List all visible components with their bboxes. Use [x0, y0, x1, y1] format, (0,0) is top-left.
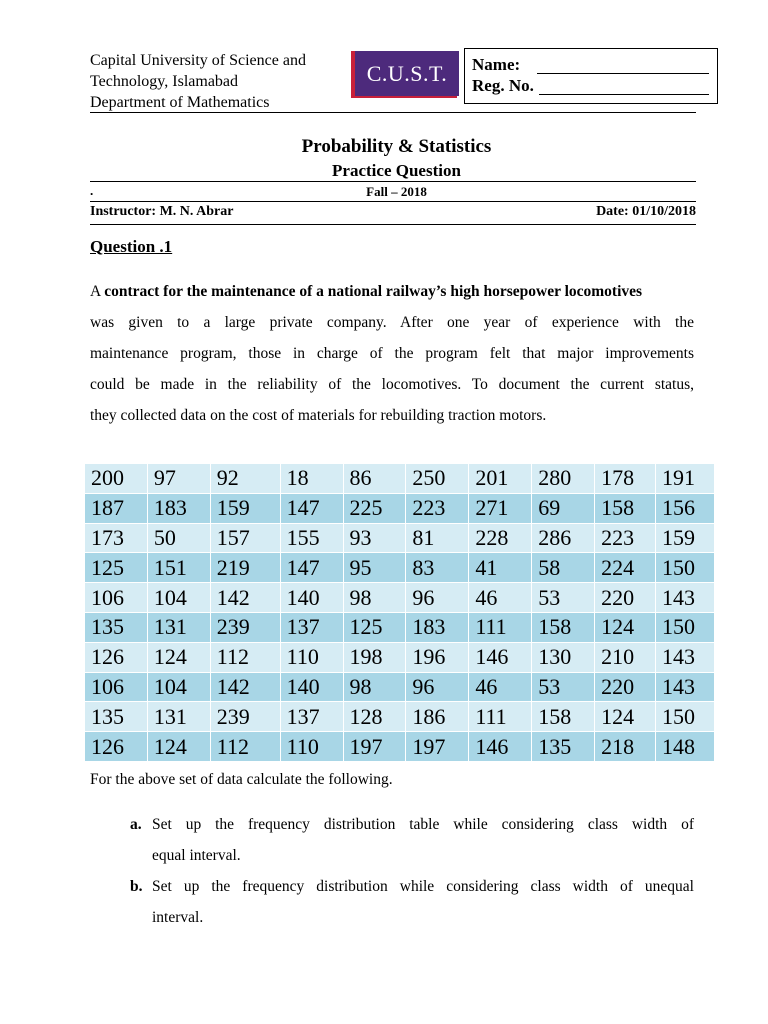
- table-row: [85, 553, 715, 583]
- table-cell: 178: [595, 464, 656, 494]
- title-rule: [90, 181, 696, 182]
- term-rule: [90, 201, 696, 202]
- question-paragraph: [90, 276, 694, 431]
- table-cell: 158: [595, 493, 656, 523]
- table-row: [85, 702, 715, 732]
- table-cell: 157: [210, 523, 280, 553]
- table-cell: 110: [280, 732, 343, 762]
- item-b-label: b.: [130, 878, 143, 895]
- table-cell: 126: [85, 732, 148, 762]
- table-cell: 125: [85, 553, 148, 583]
- table-cell: 124: [595, 612, 656, 642]
- table-cell: 183: [406, 612, 469, 642]
- paragraph-line-4: could be made in the reliability of the locomotives. To document the current status,: [90, 376, 694, 393]
- table-cell: 239: [210, 702, 280, 732]
- university-line-2: Technology, Islamabad: [90, 73, 239, 90]
- item-a: [130, 809, 694, 871]
- table-cell: 128: [343, 702, 406, 732]
- table-cell: 148: [656, 732, 715, 762]
- item-a-line-1: Set up the frequency distribution table while considering class width of: [152, 816, 694, 833]
- paragraph-line-5: they collected data on the cost of materials for rebuilding traction motors.: [90, 407, 547, 424]
- reg-line: [539, 94, 709, 95]
- table-cell: 137: [280, 612, 343, 642]
- table-cell: 81: [406, 523, 469, 553]
- table-cell: 126: [85, 642, 148, 672]
- table-cell: 111: [469, 702, 532, 732]
- table-cell: 150: [656, 553, 715, 583]
- table-cell: 147: [280, 553, 343, 583]
- table-cell: 98: [343, 583, 406, 613]
- table-cell: 124: [147, 732, 210, 762]
- table-cell: 142: [210, 672, 280, 702]
- reg-label: Reg. No.: [472, 76, 534, 95]
- item-b: [130, 871, 694, 933]
- table-cell: 271: [469, 493, 532, 523]
- table-cell: 104: [147, 583, 210, 613]
- table-cell: 97: [147, 464, 210, 494]
- item-b-line-1: Set up the frequency distribution while considering class width of unequal: [152, 878, 694, 895]
- table-cell: 18: [280, 464, 343, 494]
- table-cell: 125: [343, 612, 406, 642]
- table-cell: 92: [210, 464, 280, 494]
- table-cell: 111: [469, 612, 532, 642]
- table-cell: 83: [406, 553, 469, 583]
- table-cell: 197: [406, 732, 469, 762]
- table-row: [85, 464, 715, 494]
- table-cell: 46: [469, 583, 532, 613]
- table-cell: 158: [532, 702, 595, 732]
- table-cell: 228: [469, 523, 532, 553]
- question-heading: Question .1: [90, 237, 173, 256]
- table-cell: 150: [656, 702, 715, 732]
- table-cell: 53: [532, 672, 595, 702]
- table-cell: 112: [210, 732, 280, 762]
- table-cell: 173: [85, 523, 148, 553]
- table-cell: 219: [210, 553, 280, 583]
- name-reg-box: [464, 48, 718, 104]
- meta-rule: [90, 224, 696, 225]
- table-cell: 156: [656, 493, 715, 523]
- table-row: [85, 612, 715, 642]
- table-cell: 220: [595, 583, 656, 613]
- table-cell: 250: [406, 464, 469, 494]
- table-cell: 223: [406, 493, 469, 523]
- table-cell: 198: [343, 642, 406, 672]
- table-cell: 131: [147, 612, 210, 642]
- table-cell: 143: [656, 583, 715, 613]
- table-cell: 96: [406, 672, 469, 702]
- table-cell: 224: [595, 553, 656, 583]
- table-cell: 135: [85, 702, 148, 732]
- name-label: Name:: [472, 55, 521, 74]
- table-cell: 286: [532, 523, 595, 553]
- table-cell: 110: [280, 642, 343, 672]
- table-row: [85, 732, 715, 762]
- table-cell: 146: [469, 732, 532, 762]
- table-cell: 147: [280, 493, 343, 523]
- table-cell: 186: [406, 702, 469, 732]
- term: Fall – 2018: [366, 184, 427, 199]
- table-cell: 106: [85, 672, 148, 702]
- table-cell: 50: [147, 523, 210, 553]
- table-cell: 53: [532, 583, 595, 613]
- table-cell: 150: [656, 612, 715, 642]
- table-cell: 225: [343, 493, 406, 523]
- item-a-line-2: equal interval.: [152, 847, 241, 864]
- paragraph-line-3: maintenance program, those in charge of the program felt that major improvements: [90, 345, 694, 362]
- dot-mark: .: [90, 183, 94, 198]
- table-cell: 196: [406, 642, 469, 672]
- item-a-label: a.: [130, 816, 142, 833]
- date: Date: 01/10/2018: [596, 204, 696, 219]
- university-line-1: Capital University of Science and: [90, 52, 306, 69]
- university-block: [90, 50, 306, 113]
- lead-first: A: [90, 283, 105, 300]
- table-cell: 220: [595, 672, 656, 702]
- table-cell: 131: [147, 702, 210, 732]
- table-row: [85, 493, 715, 523]
- subtitle: Practice Question: [332, 161, 461, 180]
- paragraph-line-2: was given to a large private company. After one year of experience with the: [90, 314, 694, 331]
- table-cell: 135: [532, 732, 595, 762]
- table-cell: 158: [532, 612, 595, 642]
- table-cell: 159: [656, 523, 715, 553]
- paragraph-line-1: [90, 276, 694, 307]
- table-cell: 112: [210, 642, 280, 672]
- table-cell: 191: [656, 464, 715, 494]
- table-cell: 106: [85, 583, 148, 613]
- table-cell: 142: [210, 583, 280, 613]
- department-line: Department of Mathematics: [90, 94, 270, 111]
- table-cell: 140: [280, 672, 343, 702]
- instructor: Instructor: M. N. Abrar: [90, 204, 234, 219]
- cost-data-table: [84, 463, 715, 762]
- course-title: Probability & Statistics: [301, 136, 492, 157]
- table-cell: 137: [280, 702, 343, 732]
- table-cell: 183: [147, 493, 210, 523]
- cust-logo: C.U.S.T.: [355, 51, 459, 96]
- name-line: [537, 73, 709, 74]
- table-cell: 151: [147, 553, 210, 583]
- table-row: [85, 672, 715, 702]
- table-cell: 159: [210, 493, 280, 523]
- table-cell: 41: [469, 553, 532, 583]
- table-cell: 210: [595, 642, 656, 672]
- table-cell: 218: [595, 732, 656, 762]
- table-cell: 46: [469, 672, 532, 702]
- table-cell: 223: [595, 523, 656, 553]
- table-cell: 143: [656, 642, 715, 672]
- table-cell: 95: [343, 553, 406, 583]
- instructions-intro: For the above set of data calculate the following.: [90, 771, 393, 788]
- table-cell: 197: [343, 732, 406, 762]
- table-cell: 58: [532, 553, 595, 583]
- table-cell: 104: [147, 672, 210, 702]
- table-cell: 280: [532, 464, 595, 494]
- table-cell: 187: [85, 493, 148, 523]
- header-rule: [90, 112, 696, 113]
- table-cell: 239: [210, 612, 280, 642]
- table-cell: 86: [343, 464, 406, 494]
- table-cell: 200: [85, 464, 148, 494]
- table-cell: 124: [595, 702, 656, 732]
- table-cell: 155: [280, 523, 343, 553]
- table-cell: 130: [532, 642, 595, 672]
- table-cell: 98: [343, 672, 406, 702]
- table-row: [85, 642, 715, 672]
- table-cell: 69: [532, 493, 595, 523]
- table-cell: 146: [469, 642, 532, 672]
- table-row: [85, 523, 715, 553]
- table-row: [85, 583, 715, 613]
- table-cell: 96: [406, 583, 469, 613]
- table-cell: 201: [469, 464, 532, 494]
- table-cell: 140: [280, 583, 343, 613]
- table-cell: 135: [85, 612, 148, 642]
- item-b-line-2: interval.: [152, 909, 204, 926]
- table-cell: 93: [343, 523, 406, 553]
- table-cell: 143: [656, 672, 715, 702]
- table-cell: 124: [147, 642, 210, 672]
- lead-bold: contract for the maintenance of a national railway’s high horsepower locomotives: [104, 283, 643, 300]
